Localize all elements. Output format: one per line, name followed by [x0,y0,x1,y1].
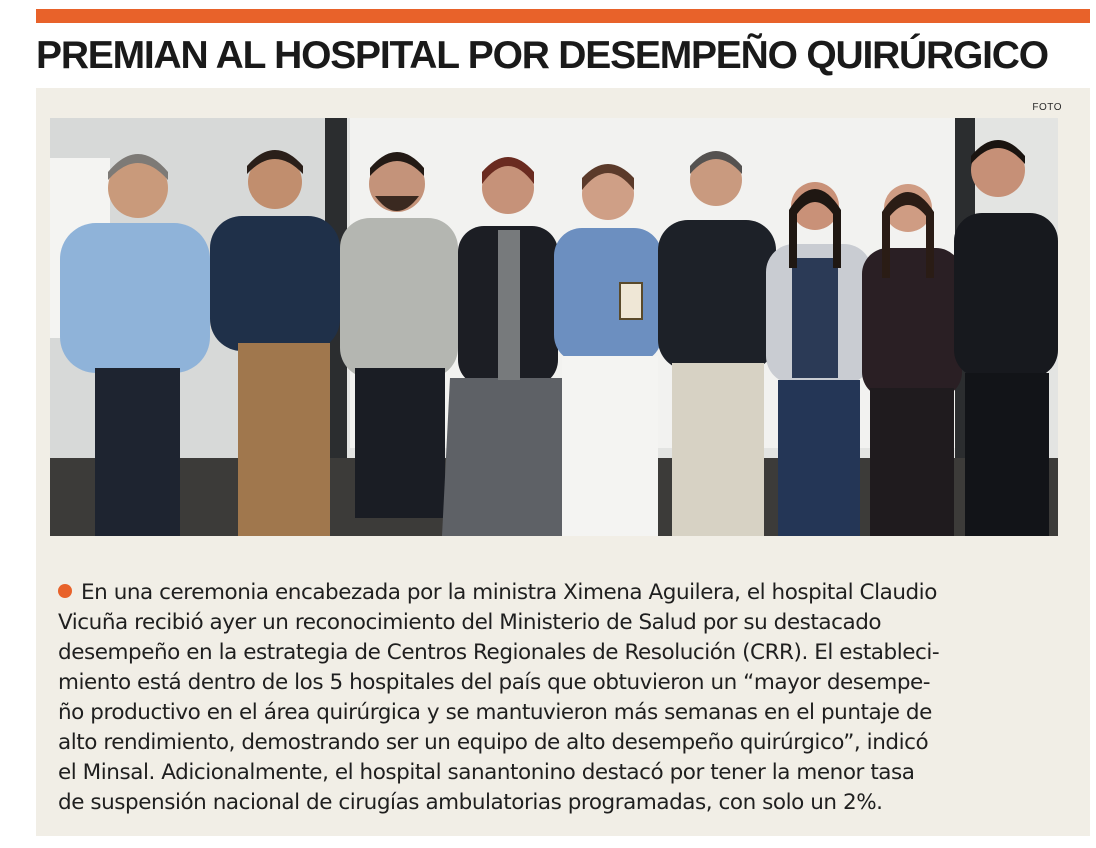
caption-line-2: Vicuña recibió ayer un reconocimiento del Ministerio de Salud por su destacado [58,609,882,635]
group-photo-illustration [50,118,1058,536]
caption-line-3: desempeño en la estrategia de Centros Regionales de Resolución (CRR). El estableci- [58,639,940,665]
caption-line-6: alto rendimiento, demostrando ser un equipo de alto desempeño quirúrgico”, indicó [58,729,929,755]
orange-dot-icon [58,584,72,598]
article-headline: PREMIAN AL HOSPITAL POR DESEMPEÑO QUIRÚRGICO [36,34,1048,77]
top-accent-rule [36,9,1090,23]
caption-line-8: de suspensión nacional de cirugías ambulatorias programadas, con solo un 2%. [58,789,883,815]
caption-line-5: ño productivo en el área quirúrgica y se mantuvieron más semanas en el puntaje de [58,699,932,725]
caption-line-7: el Minsal. Adicionalmente, el hospital sanantonino destacó por tener la menor tasa [58,759,915,785]
caption-line-1 [58,578,1068,608]
photo-credit: FOTO [1032,102,1062,113]
group-photo [50,118,1058,536]
caption-line-text: En una ceremonia encabezada por la ministra Ximena Aguilera, el hospital Claudio [81,579,937,605]
photo-caption [58,578,1068,818]
article-panel [36,88,1090,836]
caption-line-4: miento está dentro de los 5 hospitales del país que obtuvieron un “mayor desempe- [58,669,931,695]
